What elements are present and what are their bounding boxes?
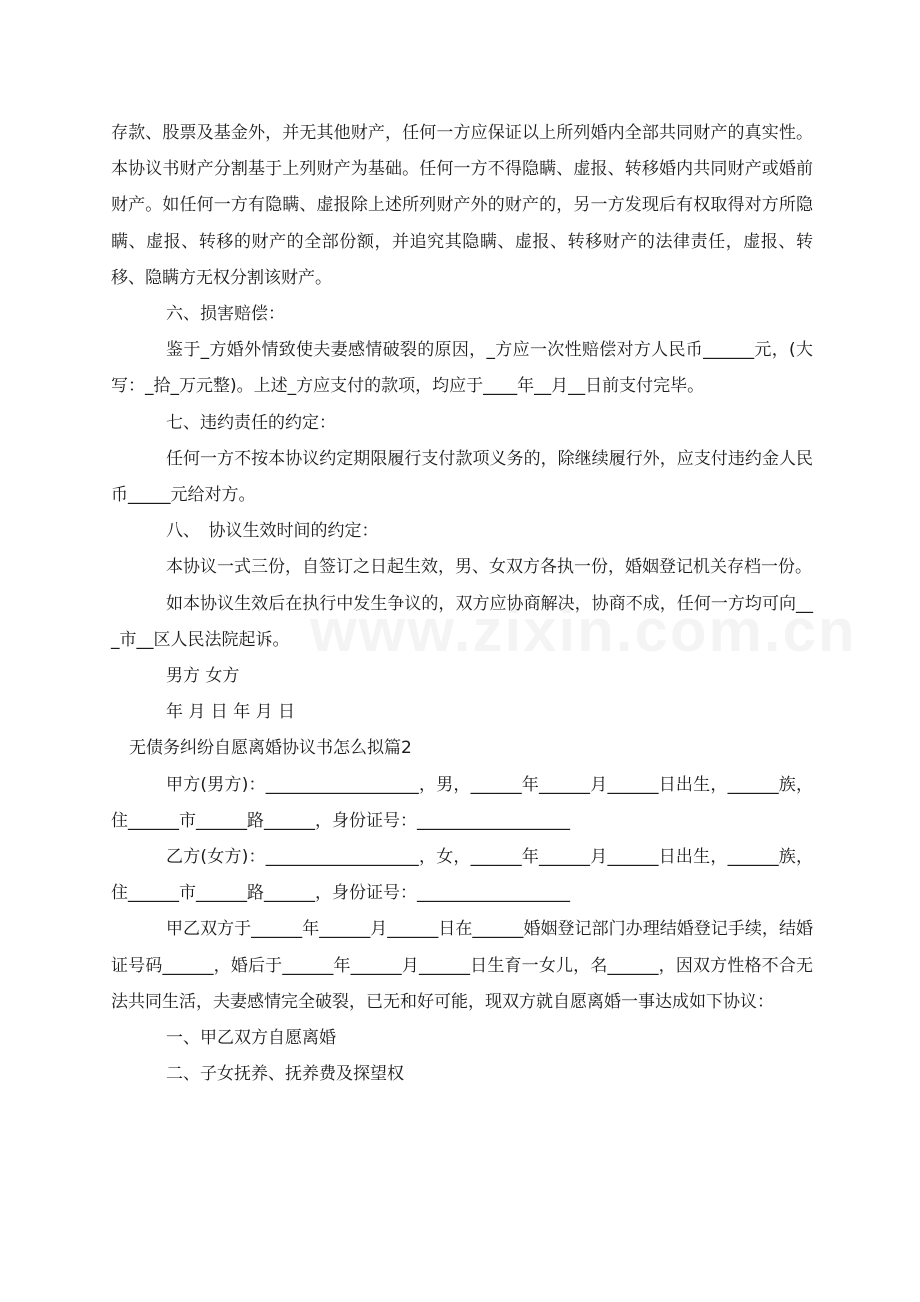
paragraph-breach: 任何一方不按本协议约定期限履行支付款项义务的，除继续履行外，应支付违约金人民币_____元给对方。 [111,448,813,506]
paragraph-marriage-background: 甲乙双方于______年______月______日在______婚姻登记部门办理结婚登记手续，结婚证号码______，婚后于______年______月______日生育一女儿，名______，因双方性格不合无法共同生活，夫妻感情完全破裂，已无和好可能，现双方就自愿离婚一事达成如下协议： [111,919,813,1012]
section-title: 无债务纠纷自愿离婚协议书怎么拟篇2 [129,738,412,759]
heading-breach: 七、违约责任的约定： [166,412,336,433]
party-a-info: 甲方(男方)：__________________，男，______年______月______日出生，______族，住______市______路______，身份证号：__________________ [111,774,813,831]
paragraph-damages: 鉴于_方婚外情致使夫妻感情破裂的原因，_方应一次性赔偿对方人民币______元，(大写：_拾_万元整)。上述_方应支付的款项，均应于____年__月__日前支付完毕。 [111,340,813,397]
paragraph-property-disclosure: 存款、股票及基金外，并无其他财产，任何一方应保证以上所列婚内全部共同财产的真实性。本协议书财产分割基于上列财产为基础。任何一方不得隐瞒、虚报、转移婚内共同财产或婚前财产。如任何一方有隐瞒、虚报除上述所列财产外的财产的，另一方发现后有权取得对方所隐瞒、虚报、转移的财产的全部份额，并追究其隐瞒、虚报、转移财产的法律责任，虚报、转移、隐瞒方无权分割该财产。 [111,123,813,288]
clause-divorce: 一、甲乙双方自愿离婚 [166,1028,336,1049]
document-body [111,115,813,1092]
heading-effective-time: 八、 协议生效时间的约定： [166,521,379,542]
paragraph-copies: 本协议一式三份，自签订之日起生效，男、女双方各执一份，婚姻登记机关存档一份。 [166,557,812,578]
heading-damages: 六、损害赔偿： [166,304,285,325]
signature-parties: 男方 女方 [166,666,240,687]
paragraph-dispute: 如本协议生效后在执行中发生争议的，双方应协商解决，协商不成，任何一方均可向___市__区人民法院起诉。 [111,593,813,650]
party-b-info: 乙方(女方)：__________________，女，______年______月______日出生，______族，住______市______路______，身份证号：__________________ [111,847,813,904]
clause-child-custody: 二、子女抚养、抚养费及探望权 [166,1064,404,1085]
signature-dates: 年 月 日 年 月 日 [166,702,296,723]
